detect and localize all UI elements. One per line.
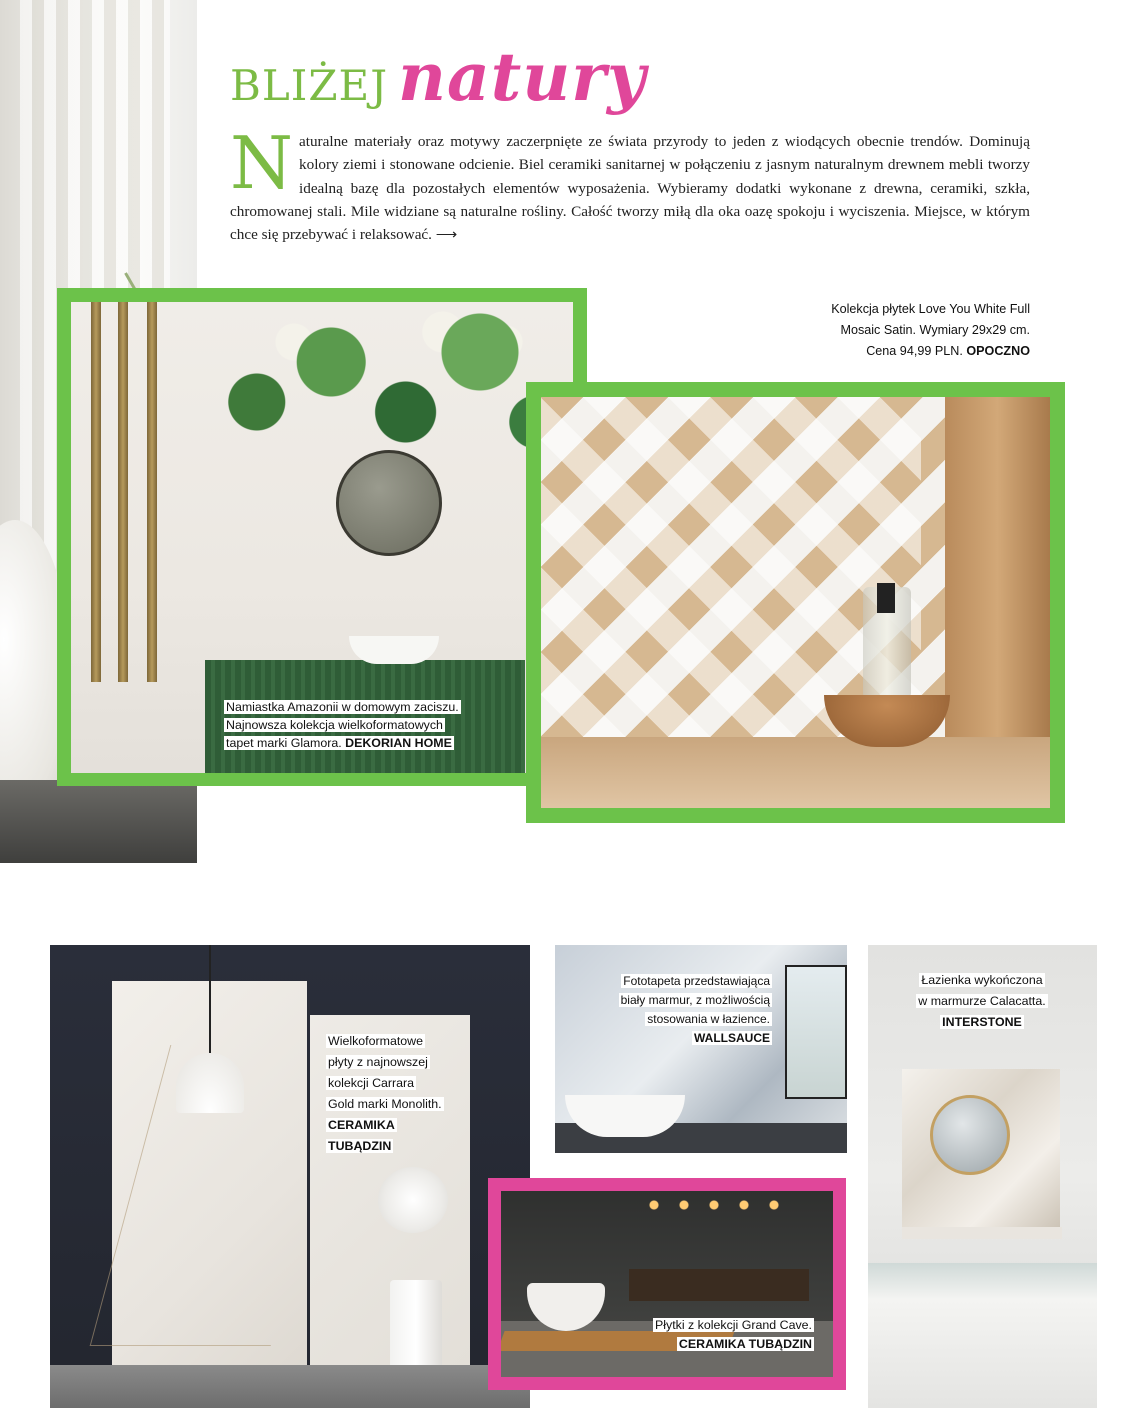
caption-line: kolekcji Carrara [328,1076,415,1090]
caption-brand: INTERSTONE [942,1015,1022,1029]
caption-line: tapet marki Glamora. [226,736,342,750]
caption-line: Płytki z kolekcji Grand Cave. [654,1318,812,1332]
caption-dekorian [224,698,524,752]
title-part-1: BLIŻEJ [230,61,389,110]
lamp-cord [209,945,211,1053]
bathtub [868,1263,1097,1408]
caption-brand: CERAMIKA [328,1118,395,1132]
caption-line: biały marmur, z możliwością [620,993,770,1007]
caption-opoczno [790,299,1030,362]
intro-text: aturalne materiały oraz motywy zaczerpnięte ze świata przyrody to jeden z wiodących obecnie trendów. Dominują kolory ziemi i stonowane odcienie. Biel ceramiki sanitarnej w połączeniu z jasnym naturalnym drewnem mebli tworzy idealną bazę dla pozostałych elementów wyposażenia. Wybieramy dodatki wykonane z drewna, ceramiki, szkła, chromowanej stali. Mile widziane są naturalne rośliny. Całość tworzy miłą dla oka oazę spokoju i wyciszenia. Miejsce, w którym chce się przebywać i relaksować. [230,133,1030,244]
caption-brand: WALLSAUCE [694,1031,770,1045]
caption-line: Najnowsza kolekcja wielkoformatowych [226,718,443,732]
caption-line: Gold marki Monolith. [328,1097,442,1111]
intro-paragraph [230,121,1030,246]
caption-tubadzin-carrara [326,1031,486,1157]
caption-line: w marmurze Calacatta. [918,994,1046,1008]
photo-carrara-gold [50,945,530,1408]
caption-line: Łazienka wykończona [921,973,1043,987]
towel-rail [147,302,157,682]
wooden-bench [629,1269,809,1301]
basin [349,636,439,664]
page-title [230,38,646,118]
marble-counter [902,1227,1062,1239]
rug-shape [0,780,197,863]
caption-wallsauce [600,972,772,1048]
caption-line: Fototapeta przedstawiająca [623,974,770,988]
caption-line: Wielkoformatowe [328,1034,424,1048]
round-mirror [930,1095,1010,1175]
caption-line: Namiastka Amazonii w domowym zaciszu. [226,700,459,714]
caption-interstone [880,970,1084,1033]
floor [50,1365,530,1408]
caption-brand: TUBĄDZIN [328,1139,392,1153]
caption-line: Cena 94,99 PLN. [866,344,963,358]
caption-brand: OPOCZNO [966,344,1030,358]
round-mirror [336,450,442,556]
towel-rail [91,302,101,682]
soap-pump [877,583,895,613]
caption-line: Mosaic Satin. Wymiary 29x29 cm. [840,323,1030,337]
window [785,965,847,1099]
wood-panel [945,397,1050,757]
title-part-2: natury [398,38,647,116]
photo-opoczno-tiles [541,397,1050,808]
arrow-icon: ⟶ [435,226,458,244]
wood-shelf [541,737,1050,808]
caption-line: stosowania w łazience. [647,1012,770,1026]
coral-decoration [378,1167,448,1233]
pendant-lamp [176,1053,244,1113]
caption-line: Kolekcja płytek Love You White Full [831,302,1030,316]
drop-cap: N [230,121,293,205]
hanging-bulbs [639,1195,789,1215]
caption-brand: CERAMIKA TUBĄDZIN [678,1337,812,1351]
caption-tubadzin-grand-cave [646,1316,814,1354]
towel-rail [118,302,128,682]
caption-brand: DEKORIAN HOME [345,736,452,750]
caption-line: płyty z najnowszej [328,1055,428,1069]
